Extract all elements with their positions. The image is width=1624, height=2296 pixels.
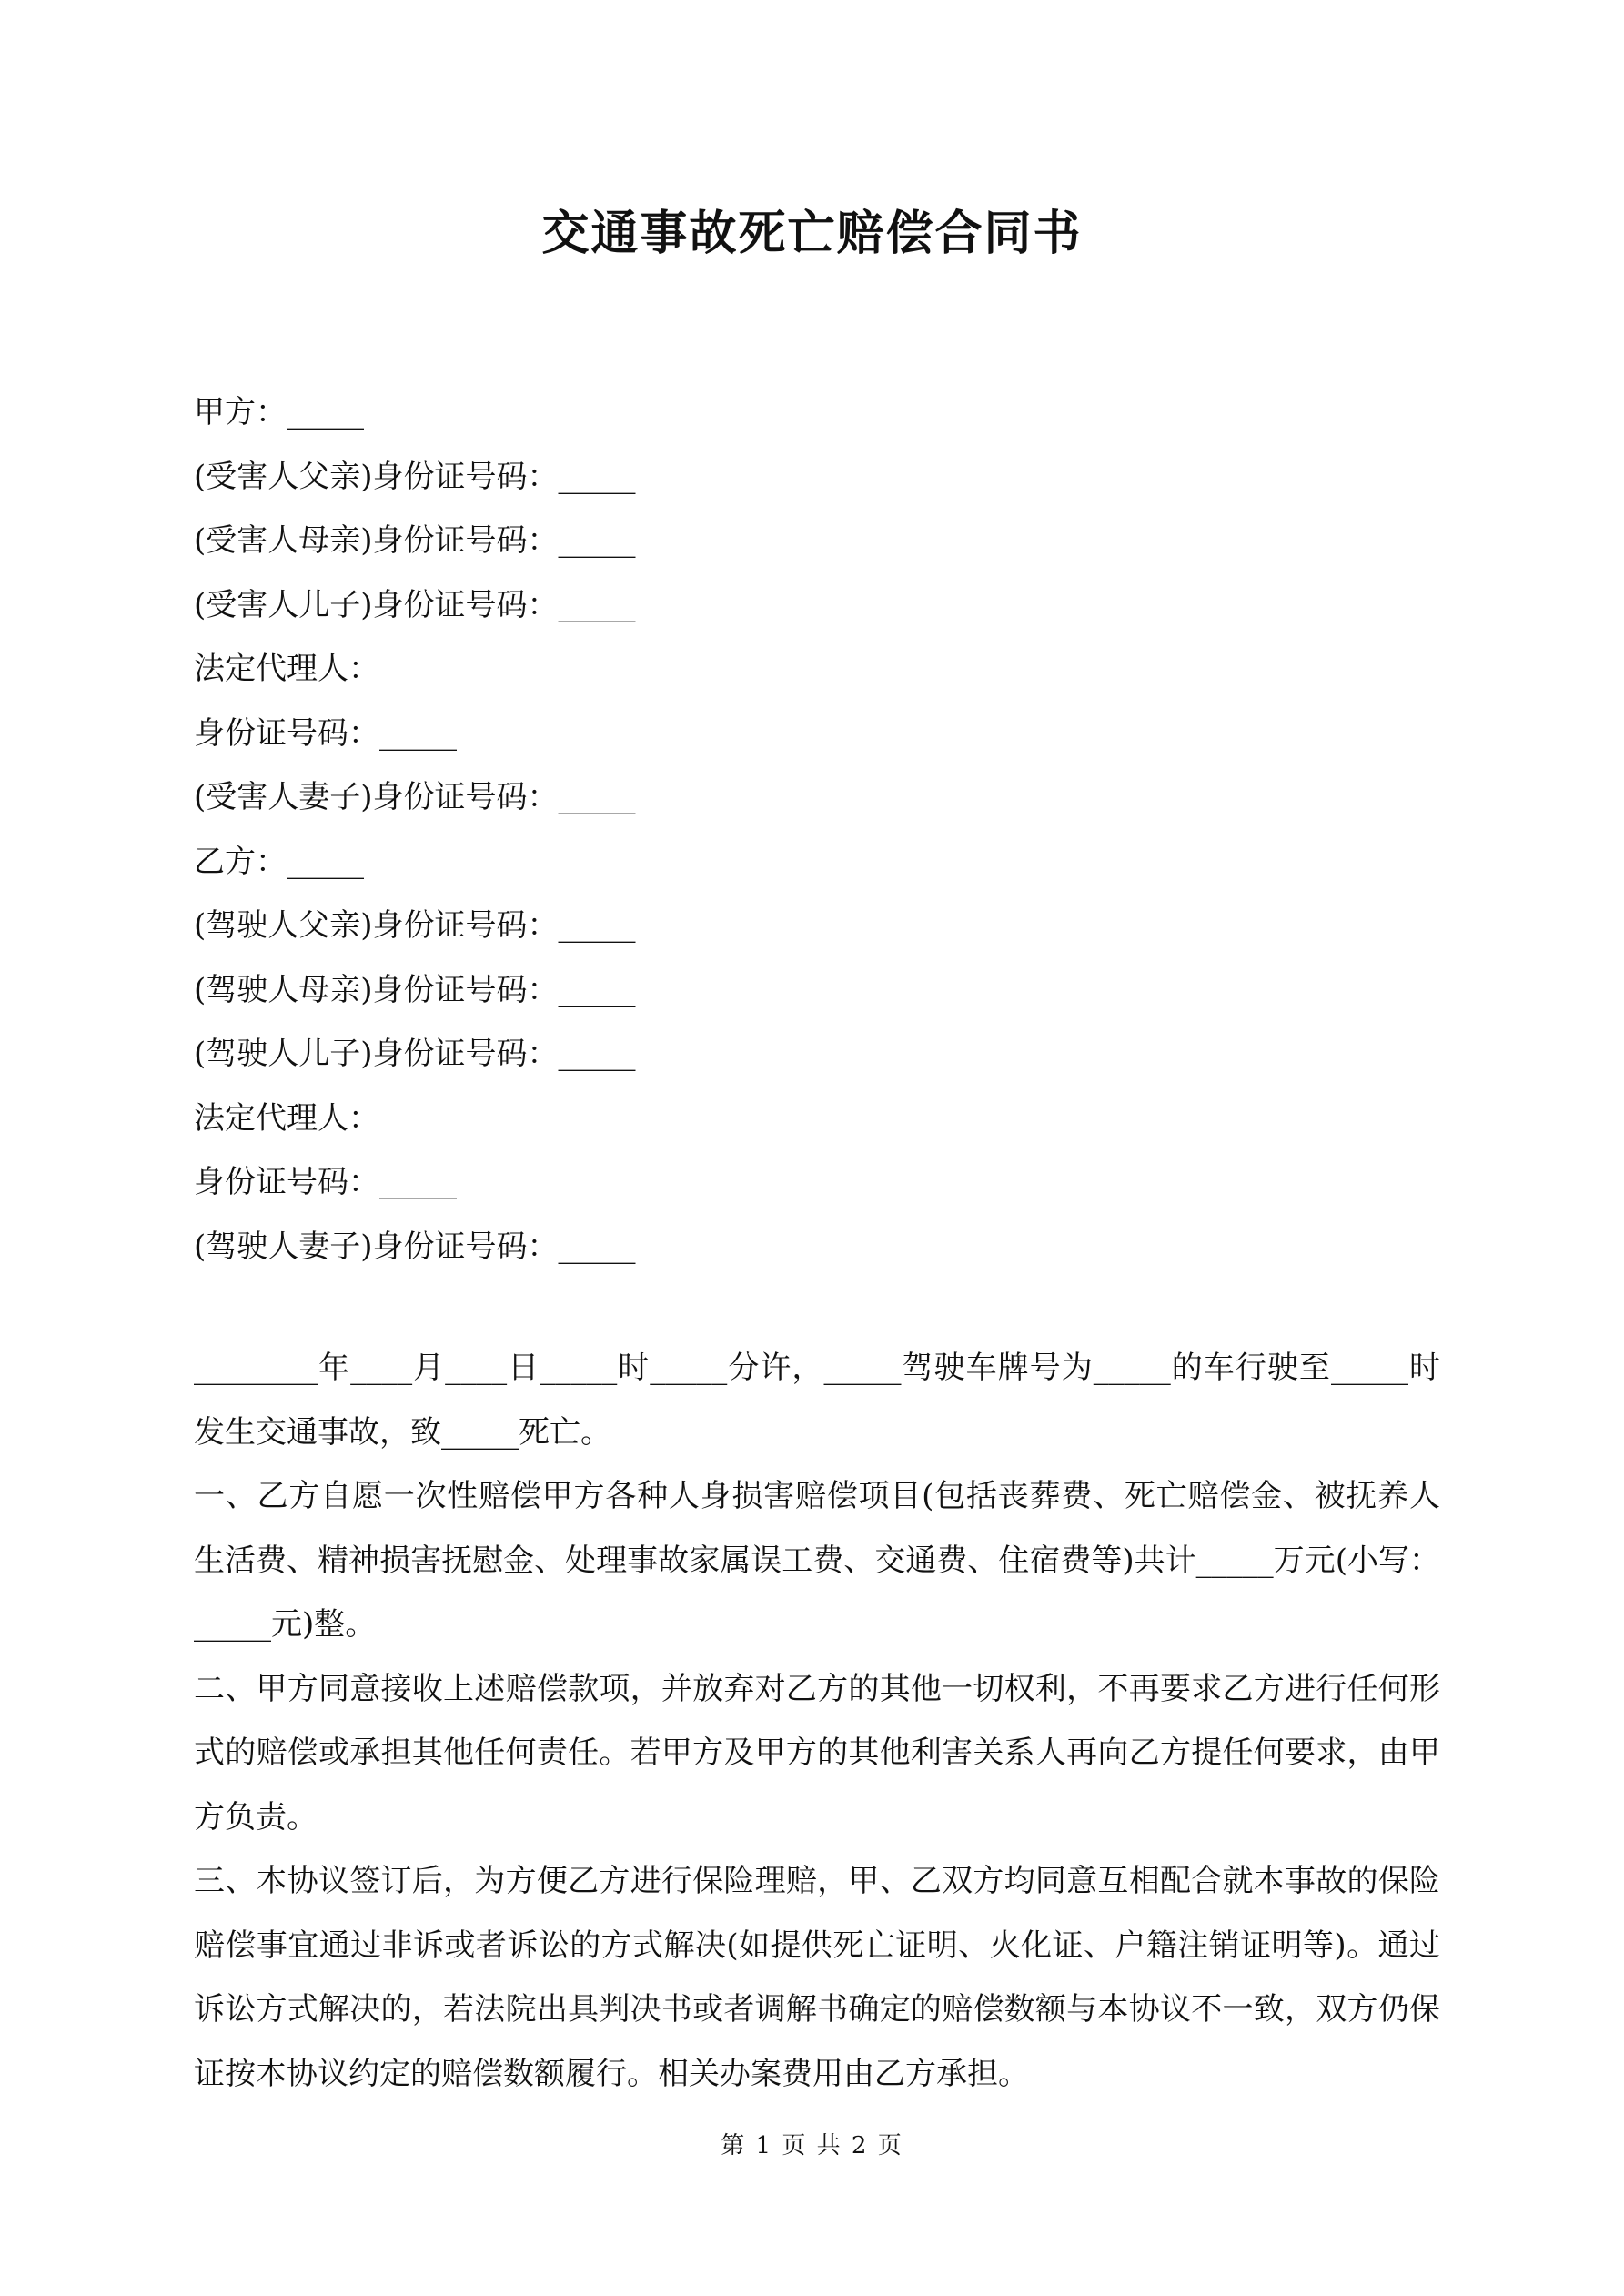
parties-list <box>194 380 1449 1279</box>
party-line: (驾驶人妻子)身份证号码：_____ <box>194 1228 636 1265</box>
party-line: 法定代理人： <box>194 1099 379 1137</box>
party-line: (受害人妻子)身份证号码：_____ <box>194 779 636 815</box>
party-line: (驾驶人父亲)身份证号码：_____ <box>194 907 636 944</box>
party-line: (受害人母亲)身份证号码：_____ <box>194 522 636 559</box>
party-line: 法定代理人： <box>194 651 379 687</box>
page-footer: 第 1 页 共 2 页 <box>721 2132 903 2159</box>
contract-body <box>194 1336 1440 2106</box>
party-line: (驾驶人儿子)身份证号码：_____ <box>194 1036 636 1072</box>
paragraph-clause-1: 一、乙方自愿一次性赔偿甲方各种人身损害赔偿项目(包括丧葬费、死亡赔偿金、被抚养人生活费、精神损害抚慰金、处理事故家属误工费、交通费、住宿费等)共计_____万元(小写：_____元)整。 <box>194 1478 1440 1643</box>
party-line: (受害人儿子)身份证号码：_____ <box>194 586 636 623</box>
paragraph-clause-2: 二、甲方同意接收上述赔偿款项，并放弃对乙方的其他一切权利，不再要求乙方进行任何形式的赔偿或承担其他任何责任。若甲方及甲方的其他利害关系人再向乙方提任何要求，由甲方负责。 <box>194 1670 1440 1836</box>
party-line: 甲方：_____ <box>194 394 364 430</box>
party-line: 身份证号码：_____ <box>194 714 457 752</box>
paragraph-accident: ________年____月____日_____时_____分许，_____驾驶车牌号为_____的车行驶至_____时发生交通事故，致_____死亡。 <box>194 1350 1440 1451</box>
party-line: (受害人父亲)身份证号码：_____ <box>194 458 636 495</box>
document-title: 交通事故死亡赔偿合同书 <box>541 206 1083 261</box>
party-line: (驾驶人母亲)身份证号码：_____ <box>194 971 636 1008</box>
party-line: 乙方：_____ <box>194 843 364 880</box>
party-line: 身份证号码：_____ <box>194 1164 457 1200</box>
paragraph-clause-3: 三、本协议签订后，为方便乙方进行保险理赔，甲、乙双方均同意互相配合就本事故的保险赔偿事宜通过非诉或者诉讼的方式解决(如提供死亡证明、火化证、户籍注销证明等)。通过诉讼方式解决的，若法院出具判决书或者调解书确定的赔偿数额与本协议不一致，双方仍保证按本协议约定的赔偿数额履行。相关办案费用由乙方承担。 <box>194 1863 1440 2092</box>
